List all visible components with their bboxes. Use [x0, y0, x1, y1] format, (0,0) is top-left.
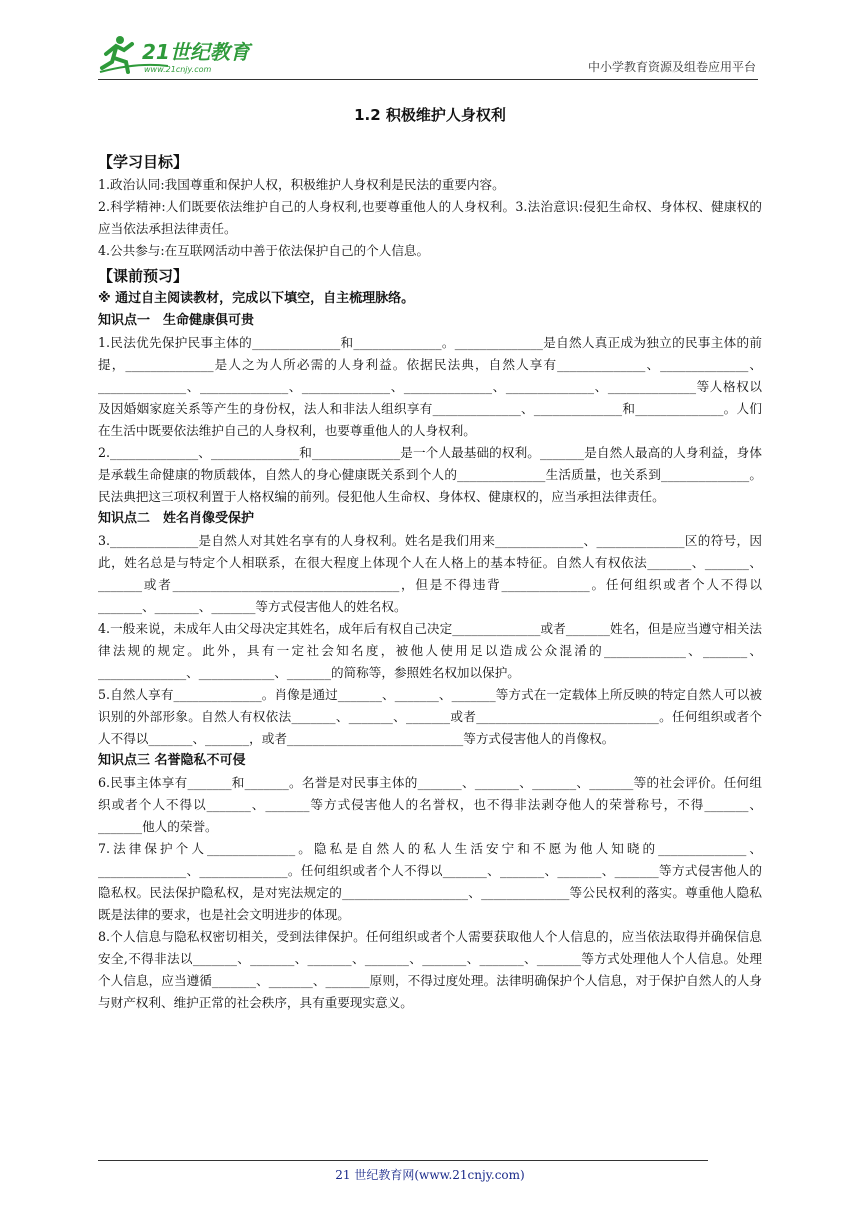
footer-divider: [98, 1160, 708, 1161]
paragraph-8: 8.个人信息与隐私权密切相关，受到法律保护。任何组织或者个人需要获取他人个人信息的，应当依法取得并确保信息安全,不得非法以_______、_______、_______、_______、_______、_______、_______等方式处理他人个人信息。处理个人信息，应当遵循_______、_______、_______原则，不得过度处理。法律明确保护个人信息，对于保护自然人的人身与财产权利、维护正常的社会秩序，具有重要现实意义。: [98, 929, 762, 1010]
page-header: [98, 28, 758, 80]
paragraph-3: 3.______________是自然人对其姓名享有的人身权利。姓名是我们用来______________、______________区的符号，因此，姓名总是与特定个人相联系，在很大程度上体现个人在人格上的基本特征。自然人有权依法_______、_______、_______或者____________________________________，但是不得违背______________。任何组织或者个人不得以_______、_______、_______等方式侵害他人的姓名权。: [98, 533, 762, 614]
preview-heading: 【课前预习】: [98, 267, 189, 285]
paragraph-6: 6.民事主体享有_______和_______。名誉是对民事主体的_______、_______、_______、_______等的社会评价。任何组织或者个人不得以_______、_______等方式侵害他人的名誉权，也不得非法剥夺他人的荣誉称号，不得_______、_______他人的荣誉。: [98, 775, 762, 834]
goal-item: 1.政治认同:我国尊重和保护人权，积极维护人身权利是民法的重要内容。: [98, 177, 505, 192]
logo-text: 21世纪教育: [142, 40, 250, 64]
goal-item: 2.科学精神:人们既要依法维护自己的人身权利,也要尊重他人的人身权利。3.法治意识:侵犯生命权、身体权、健康权的应当依法承担法律责任。: [98, 199, 762, 236]
footer-link[interactable]: 21 世纪教育网(www.21cnjy.com): [335, 1168, 525, 1182]
platform-name: 中小学教育资源及组卷应用平台: [587, 60, 756, 74]
goal-item: 4.公共参与:在互联网活动中善于依法保护自己的个人信息。: [98, 243, 430, 258]
header-divider: [98, 79, 758, 80]
paragraph-1: 1.民法优先保护民事主体的______________和______________。______________是自然人真正成为独立的民事主体的前提，______________是人之为人所必需的人身利益。依据民法典，自然人享有______________、______________、______________、______________、______________、______________、______________、______________等人格权以及因婚姻家庭关系等产生的身份权，法人和非法人组织享有______________、______________和______________。人们在生活中既要依法维护自己的人身权利，也要尊重他人的人身权利。: [98, 335, 762, 438]
paragraph-5: 5.自然人享有______________。肖像是通过_______、_______、_______等方式在一定载体上所反映的特定自然人可以被识别的外部形象。自然人有权依法_______、_______、_______或者_____________________________。任何组织或者个人不得以_______、_______，或者____________________________等方式侵害他人的肖像权。: [98, 687, 762, 746]
paragraph-7: 7.法律保护个人______________。隐私是自然人的私人生活安宁和不愿为他人知晓的______________、______________、______________。任何组织或者个人不得以_______、_______、_______、_______等方式侵害他人的隐私权。民法保护隐私权，是对宪法规定的____________________、______________等公民权利的落实。尊重他人隐私既是法律的要求，也是社会文明进步的体现。: [98, 841, 762, 922]
knowledge-point-2-title: 知识点二 姓名肖像受保护: [98, 511, 255, 526]
logo: [98, 32, 268, 76]
instruction: ※ 通过自主阅读教材，完成以下填空，自主梳理脉络。: [98, 291, 415, 306]
logo-url: www.21cnjy.com: [144, 65, 212, 74]
page-title: 1.2 积极维护人身权利: [354, 106, 506, 124]
goals-heading: 【学习目标】: [98, 153, 189, 171]
knowledge-point-1-title: 知识点一 生命健康俱可贵: [98, 313, 255, 328]
document-body: [98, 150, 762, 1014]
paragraph-2: 2.______________、______________和______________是一个人最基础的权利。_______是自然人最高的人身利益，身体是承载生命健康的物质载体，自然人的身心健康既关系到个人的______________生活质量，也关系到______________。民法典把这三项权利置于人格权编的前列。侵犯他人生命权、身体权、健康权的，应当承担法律责任。: [98, 445, 762, 504]
paragraph-4: 4.一般来说，未成年人由父母决定其姓名，成年后有权自己决定______________或者_______姓名，但是应当遵守相关法律法规的规定。此外，具有一定社会知名度，被他人使用足以造成公众混淆的_____________、_______、______________、____________、_______的简称等，参照姓名权加以保护。: [98, 621, 762, 680]
knowledge-point-3-title: 知识点三 名誉隐私不可侵: [98, 753, 246, 768]
